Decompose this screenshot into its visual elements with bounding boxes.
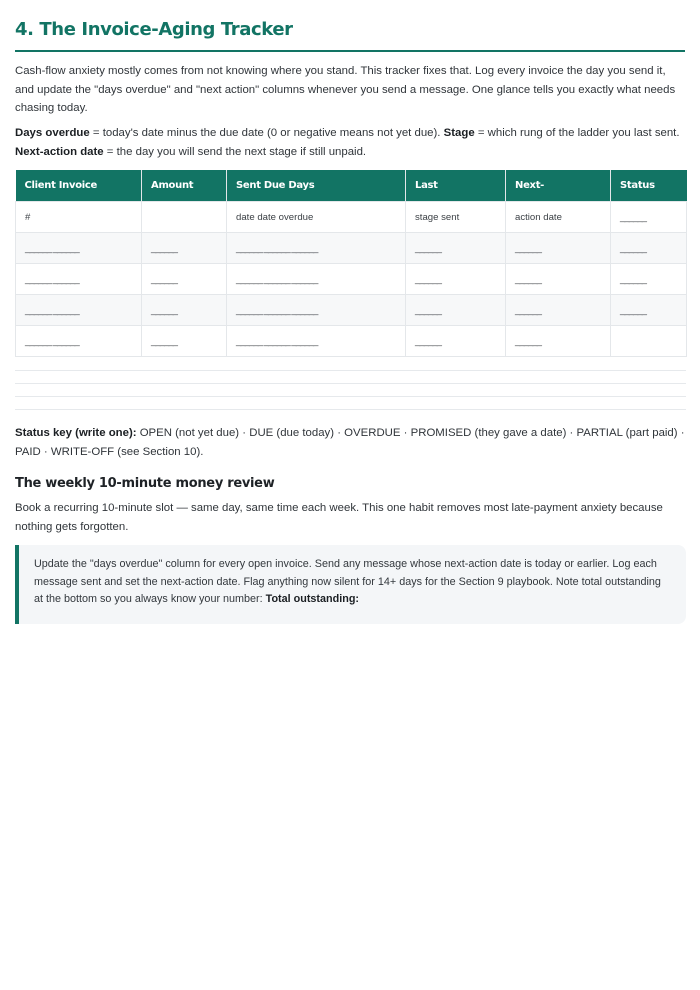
writing-lines bbox=[15, 370, 686, 422]
table-cell: ______ ______ ______ bbox=[227, 233, 406, 264]
table-cell: ______ ______ bbox=[16, 326, 142, 357]
definitions-paragraph bbox=[15, 124, 687, 161]
table-cell: ______ bbox=[406, 295, 506, 326]
table-cell: # bbox=[16, 202, 142, 233]
table-cell: ______ bbox=[611, 264, 687, 295]
table-subheader-row bbox=[16, 202, 687, 233]
table-cell: ______ bbox=[142, 295, 227, 326]
table-cell: ______ ______ ______ bbox=[227, 326, 406, 357]
divider bbox=[15, 409, 686, 410]
table-header-row bbox=[16, 170, 687, 202]
section-heading: 4. The Invoice-Aging Tracker bbox=[15, 19, 293, 40]
table-cell: ______ bbox=[406, 233, 506, 264]
table-cell: ______ bbox=[611, 202, 687, 233]
header-status: Status bbox=[611, 170, 687, 202]
table-cell: ______ bbox=[611, 233, 687, 264]
table-row bbox=[16, 233, 687, 264]
status-key-label: Status key (write one): bbox=[15, 427, 137, 439]
callout-text: Update the "days overdue" column for every open invoice. Send any message whose next-action date is today or earlier. Log each message sent and set the next-action date. Flag anything now silent for 14+ days for the Section 9 playbook. Note total outstanding at the bottom so you always know your number: bbox=[34, 558, 661, 606]
weekly-review-paragraph: Book a recurring 10-minute slot — same day, same time each week. This one habit removes most late-payment anxiety because nothing gets forgotten. bbox=[15, 502, 663, 533]
header-next: Next- bbox=[506, 170, 611, 202]
table-cell: ______ ______ bbox=[16, 233, 142, 264]
intro-paragraph: Cash-flow anxiety mostly comes from not knowing where you stand. This tracker fixes that. Log every invoice the day you send it, and update the "days overdue" and "next action" columns whenever you send a message. One glance tells you exactly what needs chasing today. bbox=[15, 65, 676, 115]
table-cell: ______ bbox=[611, 295, 687, 326]
table-cell: date date overdue bbox=[227, 202, 406, 233]
table-cell: ______ ______ bbox=[16, 264, 142, 295]
table-cell: ______ ______ ______ bbox=[227, 295, 406, 326]
weekly-review-heading: The weekly 10-minute money review bbox=[15, 476, 275, 491]
table-cell: ______ bbox=[406, 326, 506, 357]
divider bbox=[15, 383, 686, 384]
days-overdue-definition: = today's date minus the due date (0 or negative means not yet due). bbox=[89, 127, 444, 139]
next-action-definition: = the day you will send the next stage if still unpaid. bbox=[103, 145, 367, 158]
divider bbox=[15, 396, 686, 397]
header-sent-due-days: Sent Due Days bbox=[227, 170, 406, 202]
table-cell: ______ bbox=[142, 264, 227, 295]
days-overdue-label: Days overdue bbox=[15, 127, 90, 139]
table-cell: ______ bbox=[406, 264, 506, 295]
total-outstanding-label: Total outstanding: bbox=[265, 593, 360, 606]
next-action-label: Next-action date bbox=[15, 145, 104, 158]
table-cell: ______ bbox=[506, 326, 611, 357]
header-client-invoice: Client Invoice bbox=[16, 170, 142, 202]
table-cell bbox=[611, 326, 687, 357]
table-cell: ______ ______ bbox=[16, 295, 142, 326]
status-key-values: OPEN (not yet due) · DUE (due today) · OVERDUE · PROMISED (they gave a date) · PARTIAL (part paid) · PAID · WRITE-OFF (see Section 10). bbox=[15, 427, 685, 458]
table-cell: ______ bbox=[506, 264, 611, 295]
table-cell bbox=[142, 202, 227, 233]
table-cell: ______ ______ ______ bbox=[227, 264, 406, 295]
table-cell: stage sent bbox=[406, 202, 506, 233]
table-cell: ______ bbox=[142, 326, 227, 357]
status-key-paragraph bbox=[15, 424, 687, 461]
weekly-review-callout bbox=[15, 545, 686, 624]
invoice-tracker-table bbox=[15, 170, 687, 357]
table-cell: ______ bbox=[142, 233, 227, 264]
divider bbox=[15, 370, 686, 371]
stage-definition: = which rung of the ladder you last sent. bbox=[474, 127, 680, 139]
table-cell: ______ bbox=[506, 295, 611, 326]
table-cell: ______ bbox=[506, 233, 611, 264]
table-row bbox=[16, 326, 687, 357]
header-amount: Amount bbox=[142, 170, 227, 202]
heading-rule bbox=[15, 50, 685, 52]
table-cell: action date bbox=[506, 202, 611, 233]
table-row bbox=[16, 264, 687, 295]
header-last: Last bbox=[406, 170, 506, 202]
table-row bbox=[16, 295, 687, 326]
stage-label: Stage bbox=[443, 127, 475, 139]
